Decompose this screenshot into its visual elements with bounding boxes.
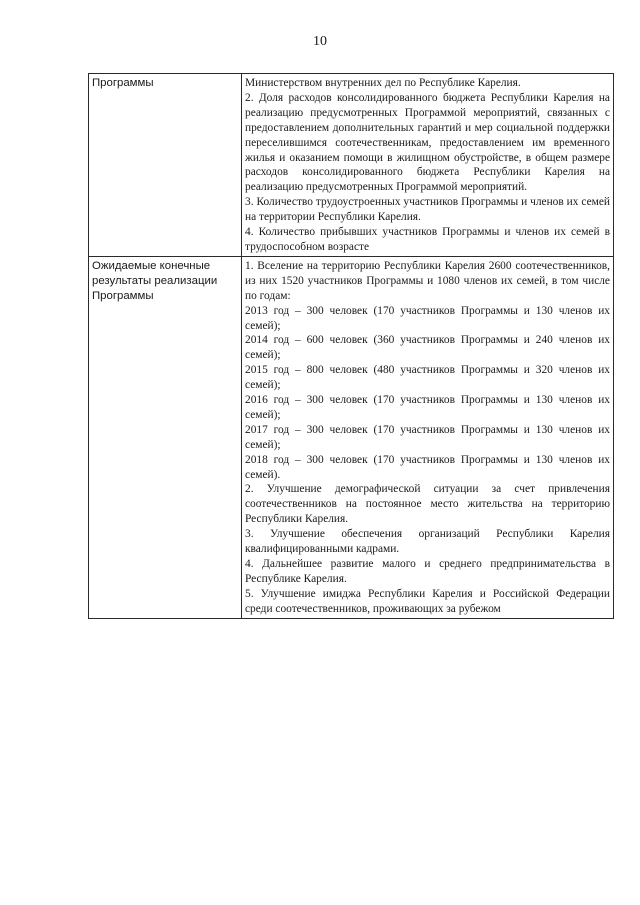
row-label: Ожидаемые конечные результаты реализации Программы xyxy=(89,256,242,618)
result-paragraph: 3. Улучшение обеспечения организаций Республики Карелия квалифицированными кадрами. xyxy=(245,528,610,556)
result-year-line: 2018 год – 300 человек (170 участников Программы и 130 членов их семей). xyxy=(245,453,610,481)
result-paragraph: 1. Вселение на территорию Республики Карелия 2600 соотечественников, из них 1520 участников Программы и 1080 членов их семей, в том числе по годам: xyxy=(245,259,610,302)
row-content xyxy=(242,74,614,257)
program-passport-table xyxy=(88,73,614,619)
indicator-paragraph: 2. Доля расходов консолидированного бюджета Республики Карелия на реализацию предусмотренных Программой мероприятий, связанных с предоставлением дополнительных гарантий и мер социальной поддержки переселившимся соотечественникам, предоставлением им временного жилья и оказанием помощи в жилищном обустройстве, в общем размере расходов консолидированного бюджета Республики Карелия на реализацию предусмотренных Программой мероприятий. xyxy=(245,91,610,194)
result-year-line: 2015 год – 800 человек (480 участников Программы и 320 членов их семей); xyxy=(245,364,610,392)
result-paragraph: 4. Дальнейшее развитие малого и среднего предпринимательства в Республике Карелия. xyxy=(245,558,610,585)
result-paragraph: 2. Улучшение демографической ситуации за счет привлечения соотечественников на постоянное место жительства на территорию Республики Карелия. xyxy=(245,483,610,526)
result-paragraph: 5. Улучшение имиджа Республики Карелия и Российской Федерации среди соотечественников, проживающих за рубежом xyxy=(245,587,610,615)
page-number: 10 xyxy=(313,34,327,49)
indicator-paragraph: 4. Количество прибывших участников Программы и членов их семей в трудоспособном возрасте xyxy=(245,226,610,253)
result-year-line: 2013 год – 300 человек (170 участников Программы и 130 членов их семей); xyxy=(245,304,610,332)
indicator-paragraph: Министерством внутренних дел по Республике Карелия. xyxy=(245,77,521,89)
table-row-expected-results xyxy=(89,256,614,618)
table-row-indicators xyxy=(89,74,614,257)
row-content xyxy=(242,256,614,618)
result-year-line: 2017 год – 300 человек (170 участников Программы и 130 членов их семей); xyxy=(245,423,610,451)
row-label: Программы xyxy=(89,74,242,257)
result-year-line: 2016 год – 300 человек (170 участников Программы и 130 членов их семей); xyxy=(245,394,610,421)
result-year-line: 2014 год – 600 человек (360 участников Программы и 240 членов их семей); xyxy=(245,334,610,362)
indicator-paragraph: 3. Количество трудоустроенных участников Программы и членов их семей на территории Республики Карелия. xyxy=(245,196,610,224)
